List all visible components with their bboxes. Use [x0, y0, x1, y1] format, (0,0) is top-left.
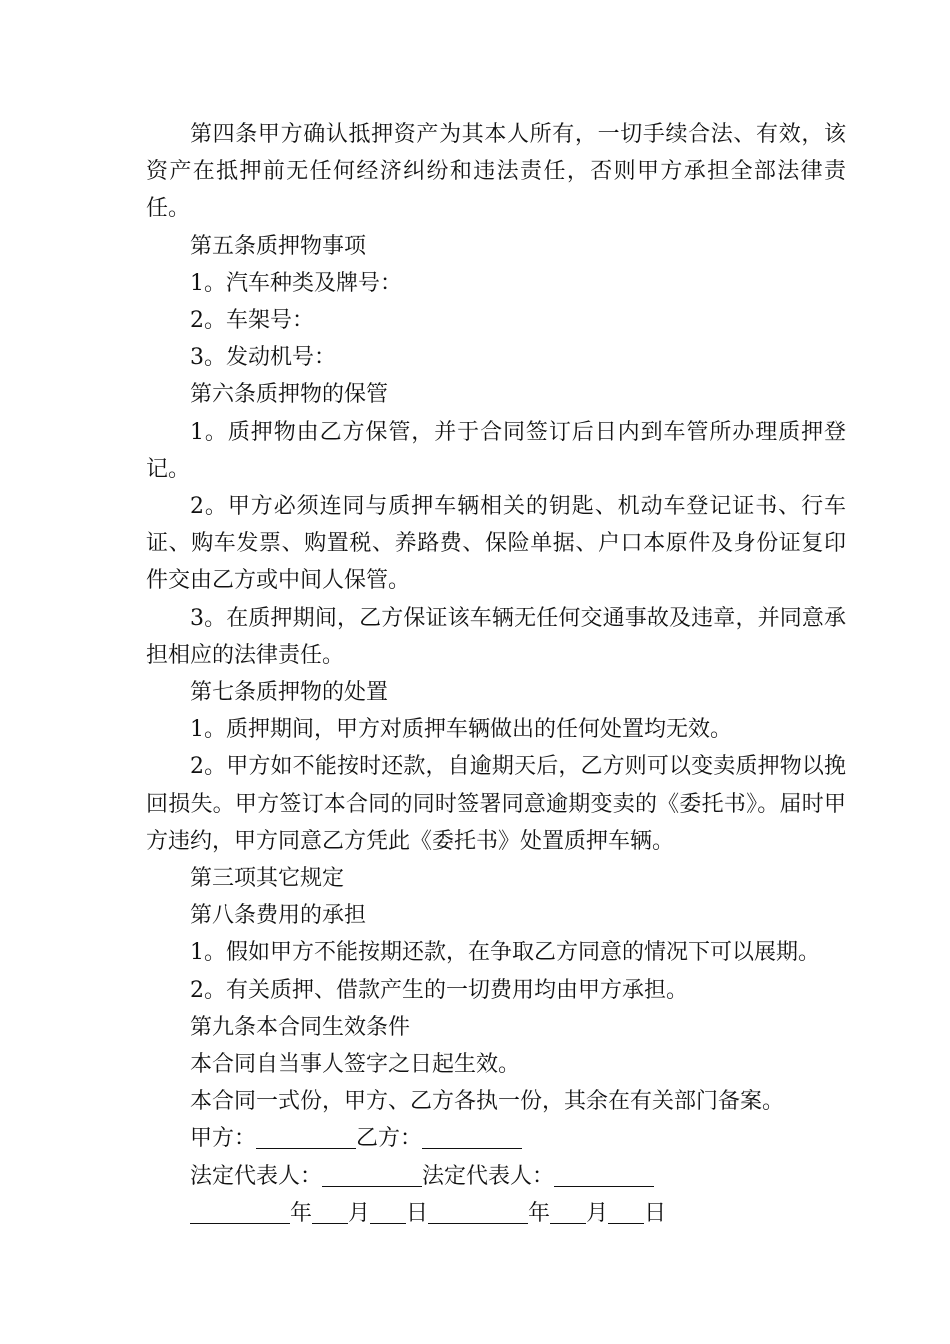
date-b-day-blank[interactable]: [608, 1201, 644, 1224]
date-b-day-label: 日: [644, 1200, 667, 1226]
party-a-signature-blank[interactable]: [256, 1126, 356, 1149]
article-8-heading: 第八条费用的承担: [190, 903, 367, 929]
signature-parties-line: [146, 1120, 846, 1157]
article-6-heading: 第六条质押物的保管: [190, 382, 389, 408]
article-5-item-2: 2。车架号：: [190, 308, 314, 334]
document-body: [146, 116, 846, 1232]
section-3-heading: 第三项其它规定: [190, 866, 345, 892]
date-a-month-blank[interactable]: [312, 1201, 348, 1224]
article-6-item-1: 1。质押物由乙方保管，并于合同签订后日内到车管所办理质押登记。: [146, 419, 846, 482]
party-b-signature-blank[interactable]: [422, 1126, 522, 1149]
date-a-year-label: 年: [290, 1200, 313, 1226]
article-9-heading: 第九条本合同生效条件: [190, 1014, 411, 1040]
date-a-year-blank[interactable]: [190, 1201, 290, 1224]
article-5-item-3: 3。发动机号：: [190, 345, 336, 371]
signature-representatives-line: [146, 1158, 846, 1195]
article-4-paragraph: 第四条甲方确认抵押资产为其本人所有，一切手续合法、有效，该资产在抵押前无任何经济纠纷和违法责任，否则甲方承担全部法律责任。: [146, 122, 846, 222]
party-a-label: 甲方：: [190, 1126, 257, 1152]
rep-a-label: 法定代表人：: [190, 1163, 323, 1189]
date-a-month-label: 月: [348, 1200, 371, 1226]
date-a-day-blank[interactable]: [370, 1201, 406, 1224]
article-5-heading: 第五条质押物事项: [190, 233, 367, 259]
article-7-heading: 第七条质押物的处置: [190, 680, 389, 706]
date-b-year-blank[interactable]: [428, 1201, 528, 1224]
rep-a-signature-blank[interactable]: [322, 1164, 422, 1187]
article-7-item-1: 1。质押期间，甲方对质押车辆做出的任何处置均无效。: [190, 717, 732, 743]
article-8-item-1: 1。假如甲方不能按期还款，在争取乙方同意的情况下可以展期。: [190, 940, 820, 966]
article-6-item-3: 3。在质押期间，乙方保证该车辆无任何交通事故及违章，并同意承担相应的法律责任。: [146, 605, 846, 668]
date-b-year-label: 年: [528, 1200, 551, 1226]
date-b-month-label: 月: [586, 1200, 609, 1226]
party-b-label: 乙方：: [356, 1126, 423, 1152]
rep-b-signature-blank[interactable]: [554, 1164, 654, 1187]
date-a-day-label: 日: [406, 1200, 429, 1226]
article-9-copies-clause: 本合同一式份，甲方、乙方各执一份，其余在有关部门备案。: [190, 1089, 785, 1115]
article-6-item-2: 2。甲方必须连同与质押车辆相关的钥匙、机动车登记证书、行车证、购车发票、购置税、养路费、保险单据、户口本原件及身份证复印件交由乙方或中间人保管。: [146, 494, 846, 594]
rep-b-label: 法定代表人：: [422, 1163, 555, 1189]
article-9-effect-clause: 本合同自当事人签字之日起生效。: [190, 1052, 521, 1078]
article-7-item-2: 2。甲方如不能按时还款，自逾期天后，乙方则可以变卖质押物以挽回损失。甲方签订本合同的同时签署同意逾期变卖的《委托书》。届时甲方违约，甲方同意乙方凭此《委托书》处置质押车辆。: [146, 754, 846, 854]
signature-date-line: [146, 1195, 846, 1232]
article-8-item-2: 2。有关质押、借款产生的一切费用均由甲方承担。: [190, 977, 688, 1003]
date-b-month-blank[interactable]: [550, 1201, 586, 1224]
article-5-item-1: 1。汽车种类及牌号：: [190, 270, 402, 296]
